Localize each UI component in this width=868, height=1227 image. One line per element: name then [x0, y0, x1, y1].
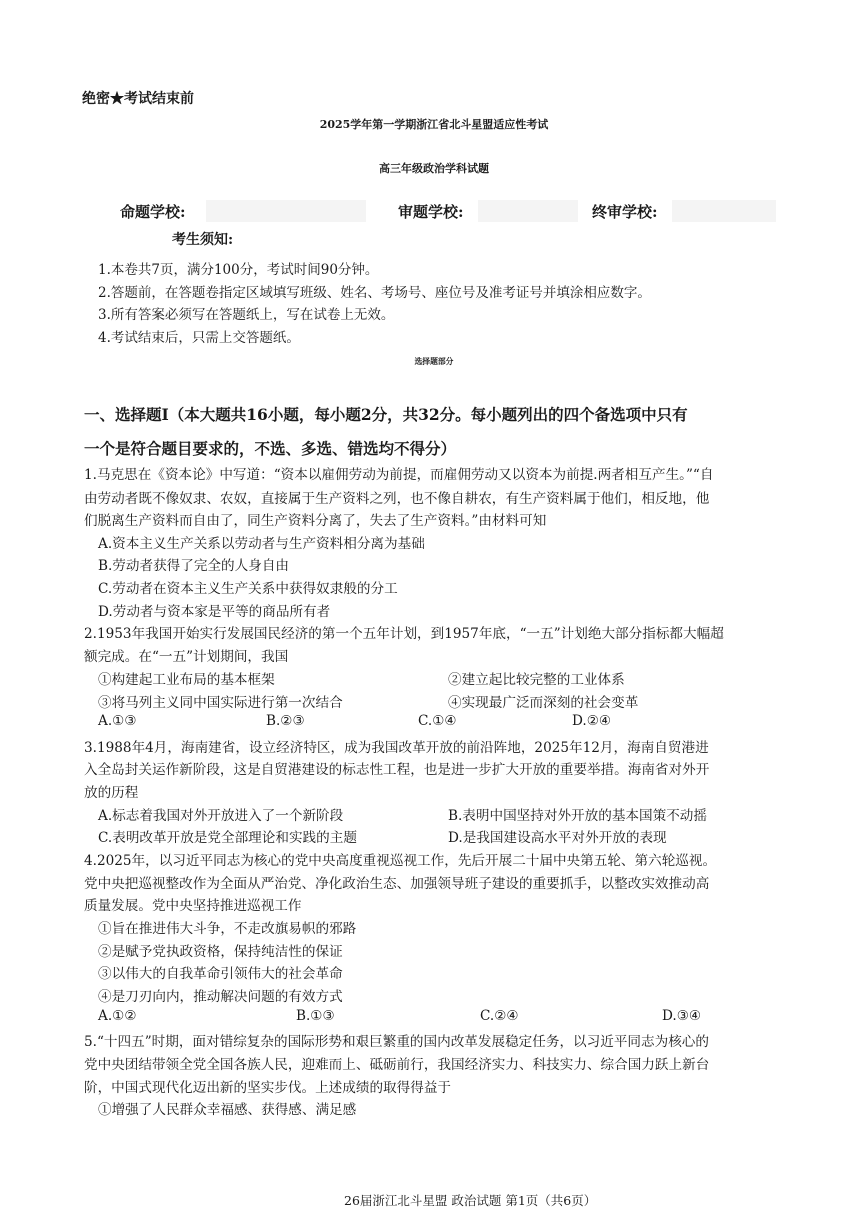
- option: D.劳动者与资本家是平等的商品所有者: [98, 604, 331, 620]
- question-text: 党中央把巡视整改作为全面从严治党、净化政治生态、加强领导班子建设的重要抓手，以整改实效推动高: [84, 876, 710, 892]
- option: C.劳动者在资本主义生产关系中获得奴隶般的分工: [98, 581, 398, 597]
- statement-item: ④是刀刃向内，推动解决问题的有效方式: [98, 989, 343, 1005]
- statement-item: ①构建起工业布局的基本框架: [98, 672, 275, 688]
- statement-item: ③将马列主义同中国实际进行第一次结合: [98, 695, 343, 711]
- section-title: 选择题部分: [414, 357, 454, 366]
- final-label: 终审学校:: [592, 203, 658, 221]
- question-text: 2.1953年我国开始实行发展国民经济的第一个五年计划，到1957年底，“一五”计划绝大部分指标都大幅超: [84, 626, 724, 642]
- notice-item: 3.所有答案必须写在答题纸上，写在试卷上无效。: [98, 307, 395, 323]
- option: B.劳动者获得了完全的人身自由: [98, 558, 290, 574]
- statement-item: ①增强了人民群众幸福感、获得感、满足感: [98, 1102, 357, 1118]
- question-text: 阶，中国式现代化迈出新的坚实步伐。上述成绩的取得得益于: [84, 1080, 452, 1096]
- part-instructions: 一、选择题Ⅰ（本大题共16小题，每小题2分，共32分。每小题列出的四个备选项中只有: [84, 405, 688, 424]
- statement-item: ③以伟大的自我革命引领伟大的社会革命: [98, 966, 343, 982]
- choice: A.①②: [98, 1008, 137, 1024]
- question-text: 由劳动者既不像奴隶、农奴，直接属于生产资料之列，也不像自耕农，有生产资料属于他们，相反地，他: [84, 491, 710, 507]
- option: C.表明改革开放是党全部理论和实践的主题: [98, 830, 357, 846]
- option: A.资本主义生产关系以劳动者与生产资料相分离为基础: [98, 536, 425, 552]
- option: A.标志着我国对外开放进入了一个新阶段: [98, 808, 344, 824]
- question-text: 4.2025年，以习近平同志为核心的党中央高度重视巡视工作，先后开展二十届中央第五轮、第六轮巡视。: [84, 853, 717, 869]
- question-text: 5.“十四五”时期，面对错综复杂的国际形势和艰巨繁重的国内改革发展稳定任务，以习近平同志为核心的: [84, 1034, 709, 1050]
- question-text: 3.1988年4月，海南建省，设立经济特区，成为我国改革开放的前沿阵地，2025年12月，海南自贸港进: [84, 740, 709, 756]
- notice-item: 4.考试结束后，只需上交答题纸。: [98, 330, 300, 346]
- question-text: 1.马克思在《资本论》中写道：“资本以雇佣劳动为前提，而雇佣劳动又以资本为前提.两者相互产生。”“自: [84, 467, 714, 483]
- statement-item: ①旨在推进伟大斗争，不走改旗易帜的邪路: [98, 921, 357, 937]
- statement-item: ④实现最广泛而深刻的社会变革: [448, 695, 639, 711]
- question-text: 放的历程: [84, 785, 139, 801]
- exam-title: 2025学年第一学期浙江省北斗星盟适应性考试: [319, 118, 549, 131]
- proposer-label: 命题学校:: [120, 203, 186, 221]
- choice: D.③④: [662, 1008, 702, 1024]
- choice: B.①③: [296, 1008, 335, 1024]
- question-text: 入全岛封关运作新阶段，这是自贸港建设的标志性工程，也是进一步扩大开放的重要举措。海南省对外开: [84, 762, 710, 778]
- statement-item: ②是赋予党执政资格，保持纯洁性的保证: [98, 944, 343, 960]
- question-text: 党中央团结带领全党全国各族人民，迎难而上、砥砺前行，我国经济实力、科技实力、综合国力跃上新台: [84, 1057, 710, 1073]
- proposer-redacted: [206, 200, 366, 222]
- choice: C.②④: [480, 1008, 519, 1024]
- page-footer: 26届浙江北斗星盟 政治试题 第1页（共6页）: [344, 1193, 597, 1208]
- reviewer-label: 审题学校:: [398, 203, 464, 221]
- question-text: 们脱离生产资料而自由了，同生产资料分离了，失去了生产资料。”由材料可知: [84, 513, 547, 529]
- question-text: 额完成。在“一五”计划期间，我国: [84, 649, 289, 665]
- choice: D.②④: [572, 713, 612, 729]
- choice: B.②③: [266, 713, 305, 729]
- exam-subtitle: 高三年级政治学科试题: [379, 162, 489, 175]
- notice-item: 2.答题前，在答题卷指定区域填写班级、姓名、考场号、座位号及准考证号并填涂相应数字。: [98, 285, 651, 301]
- secret-mark: 绝密★考试结束前: [82, 91, 194, 107]
- notice-item: 1.本卷共7页，满分100分，考试时间90分钟。: [98, 262, 379, 278]
- part-instructions: 一个是符合题目要求的，不选、多选、错选均不得分）: [84, 439, 457, 458]
- option: D.是我国建设高水平对外开放的表现: [448, 830, 667, 846]
- notice-heading: 考生须知:: [172, 232, 234, 248]
- statement-item: ②建立起比较完整的工业体系: [448, 672, 625, 688]
- option: B.表明中国坚持对外开放的基本国策不动摇: [448, 808, 707, 824]
- question-text: 质量发展。党中央坚持推进巡视工作: [84, 898, 302, 914]
- choice: C.①④: [418, 713, 457, 729]
- final-redacted: [672, 200, 776, 222]
- choice: A.①③: [98, 713, 137, 729]
- reviewer-redacted: [478, 200, 578, 222]
